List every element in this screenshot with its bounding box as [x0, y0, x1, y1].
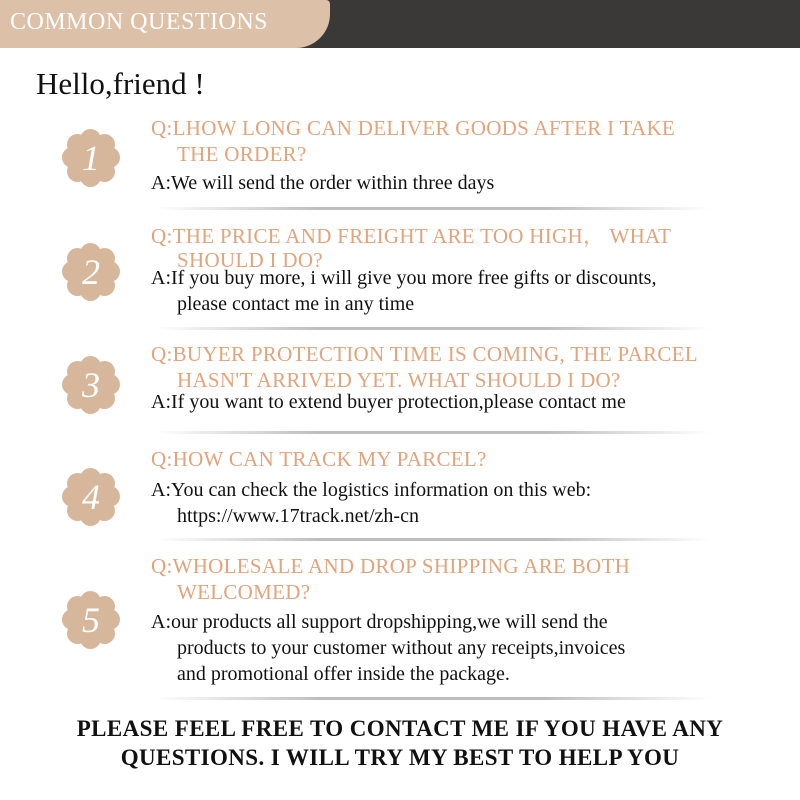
number-badge	[64, 358, 118, 412]
answer-line: A:We will send the order within three days	[151, 172, 495, 194]
question	[151, 223, 671, 271]
question	[151, 446, 487, 472]
answer-line: and promotional offer inside the package.	[177, 663, 510, 685]
answer-line: A:our products all support dropshipping,we will send the	[151, 611, 608, 633]
divider	[155, 327, 710, 330]
question-line: Q:HOW CAN TRACK MY PARCEL?	[151, 447, 487, 471]
badge-number: 2	[82, 252, 100, 292]
answer	[151, 477, 591, 529]
badge-number: 3	[82, 365, 100, 405]
answer-line: A:You can check the logistics information on this web:	[151, 479, 592, 501]
question-line: WELCOMED?	[177, 580, 311, 604]
badge-number: 5	[82, 600, 100, 640]
header-bar	[0, 0, 800, 48]
answer	[151, 170, 494, 196]
divider	[155, 207, 710, 210]
question	[151, 115, 675, 167]
answer	[151, 389, 626, 415]
answer-line: products to your customer without any receipts,invoices	[177, 637, 626, 659]
number-badge	[64, 131, 118, 185]
question-line: Q:THE PRICE AND FREIGHT ARE TOO HIGH， WHAT	[151, 224, 672, 248]
header-title: COMMON QUESTIONS	[10, 9, 269, 35]
tracking-link[interactable]: https://www.17track.net/zh-cn	[177, 505, 419, 527]
question-line: Q:BUYER PROTECTION TIME IS COMING, THE PARCEL	[151, 342, 698, 366]
answer	[151, 609, 625, 687]
question-line: THE ORDER?	[177, 142, 307, 166]
divider	[155, 697, 710, 700]
number-badge	[64, 245, 118, 299]
number-badge	[64, 470, 118, 524]
question-line: Q:LHOW LONG CAN DELIVER GOODS AFTER I TAKE	[151, 116, 676, 140]
footer-line-2: QUESTIONS. I WILL TRY MY BEST TO HELP YOU	[120, 745, 680, 770]
question-line: Q:WHOLESALE AND DROP SHIPPING ARE BOTH	[151, 554, 631, 578]
divider	[155, 431, 710, 434]
answer-line: please contact me in any time	[177, 293, 415, 315]
question	[151, 341, 698, 393]
footer-line-1: PLEASE FEEL FREE TO CONTACT ME IF YOU HAVE ANY	[76, 716, 724, 741]
badge-number: 1	[82, 138, 100, 178]
badge-number: 4	[82, 477, 100, 517]
question	[151, 553, 630, 605]
answer-line: A:If you buy more, i will give you more free gifts or discounts,	[151, 267, 657, 289]
answer	[151, 265, 656, 317]
question-line: SHOULD I DO?	[177, 248, 323, 272]
answer-line: A:If you want to extend buyer protection,please contact me	[151, 391, 626, 413]
divider	[155, 538, 710, 541]
greeting: Hello,friend !	[36, 66, 205, 101]
header-tab	[0, 0, 330, 48]
number-badge	[64, 593, 118, 647]
question-line: HASN'T ARRIVED YET. WHAT SHOULD I DO?	[177, 368, 621, 392]
